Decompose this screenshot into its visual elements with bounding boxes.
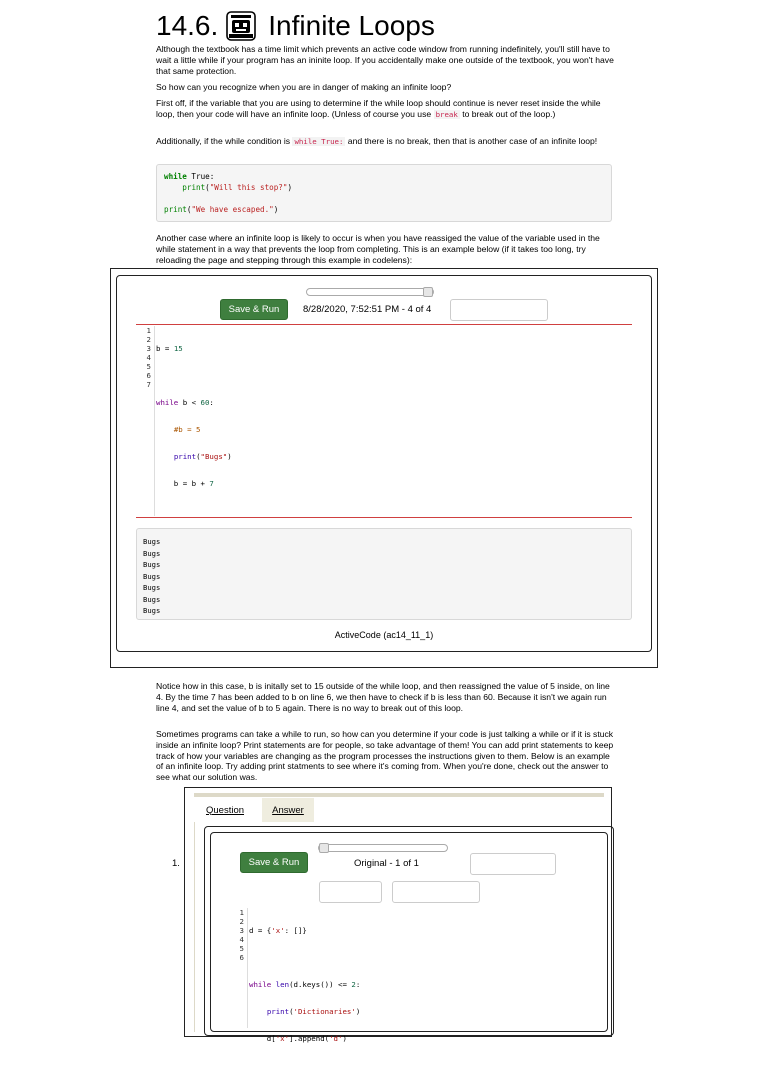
output-line: Bugs: [143, 594, 161, 604]
editor-top-border: [136, 324, 632, 325]
activecode-caption: ActiveCode (ac14_11_1): [334, 630, 434, 640]
tab-answer[interactable]: Answer: [262, 798, 314, 822]
tab-bar: [194, 793, 604, 797]
code-editor[interactable]: [136, 326, 632, 516]
output-line: Bugs: [143, 583, 161, 592]
paragraph-first-case: First off, if the variable that you are using to determine if the while loop should continue is never reset inside the while loop, then your code will have an infinite loop. (Unless of course you use break to break out of the loop.): [156, 98, 601, 119]
history-slider-handle[interactable]: [423, 287, 433, 297]
question-save-run-button[interactable]: Save & Run: [240, 852, 308, 873]
paragraph-reassign: Another case where an infinite loop is likely to occur is when you have reassiged the value of the variable used in the while statement in a way that prevents the loop from completing. This is an example below (if it takes too long, try reloading the page and stepping through this example in codelens):: [156, 233, 600, 265]
history-status: 8/28/2020, 7:52:51 PM - 4 of 4: [303, 304, 432, 315]
save-run-button[interactable]: Save & Run: [220, 299, 288, 320]
editor-bottom-border: [136, 517, 632, 518]
section-number: 14.6.: [156, 10, 219, 41]
tab-question[interactable]: Question: [198, 798, 252, 822]
question-text-field[interactable]: [470, 853, 556, 875]
code-lines[interactable]: b = 15 while b < 60: #b = 5 print("Bugs") b = b + 7: [156, 344, 232, 488]
paragraph-print-statements: Sometimes programs can take a while to run, so how can you determine if your code is just talking a while or if it is stuck inside an infinite loop? Print statements are for people, so take advantage of them! You can add print statements to keep track of how your variables are changing as the program processes the instructions given to them. Below is an example of an infinite loop. Try adding print statments to see where it's coming from. When you're done, check out the answer to see what our solution was.: [156, 729, 614, 783]
question-line-number-gutter: 1 2 3 4 5 6: [238, 908, 248, 1028]
paragraph-question: So how can you recognize when you are in danger of making an infinite loop?: [156, 82, 452, 92]
page-title: [156, 8, 435, 44]
history-slider[interactable]: [306, 288, 434, 296]
question-code-editor[interactable]: [238, 908, 598, 1043]
output-line: Bugs: [143, 571, 161, 581]
program-output: [136, 528, 632, 620]
paragraph-explanation: Notice how in this case, b is initally set to 15 outside of the while loop, and then reassigned the value of 5 inside, on line 4. By the time 7 has been added to b on line 6, we then have to check if b is less than 60. Because it isn't we again run line 4, and set the value of b to 5 again. There is no way to break out of this loop.: [156, 681, 610, 713]
activecode-text-field[interactable]: [450, 299, 548, 321]
question-history-slider-handle[interactable]: [319, 843, 329, 853]
output-line: Bugs: [143, 548, 161, 558]
question-input-b[interactable]: [392, 881, 480, 903]
inline-code-while-true: while True:: [294, 137, 344, 146]
paragraph-while-true: Additionally, if the while condition is while True: and there is no break, then that is another case of an infinite loop!: [156, 136, 598, 146]
question-history-status: Original - 1 of 1: [354, 858, 419, 869]
robot-icon: [226, 11, 256, 41]
inline-code-break: break: [435, 109, 458, 119]
question-input-a[interactable]: [319, 881, 382, 903]
code-example-block: while True: print("Will this stop?") print("We have escaped."): [156, 164, 612, 222]
output-line: Bugs: [143, 537, 161, 546]
line-number-gutter: 1 2 3 4 5 6 7: [136, 326, 155, 516]
output-line: Bugs: [143, 606, 161, 615]
paragraph-intro: Although the textbook has a time limit which prevents an active code window from running indefinitely, you'll still have to wait a little while if your program has an ininite loop. If you accidentally make one outside of the textbook, you won't have that same protection.: [156, 44, 614, 76]
question-code-lines[interactable]: d = {'x': []} while len(d.keys()) <= 2: print('Dictionaries') d['x'].append('d'): [249, 926, 361, 1043]
output-line: Bugs: [143, 560, 161, 569]
question-history-slider[interactable]: [318, 844, 448, 852]
question-number: 1.: [172, 858, 180, 869]
page-title-text: Infinite Loops: [268, 10, 435, 41]
